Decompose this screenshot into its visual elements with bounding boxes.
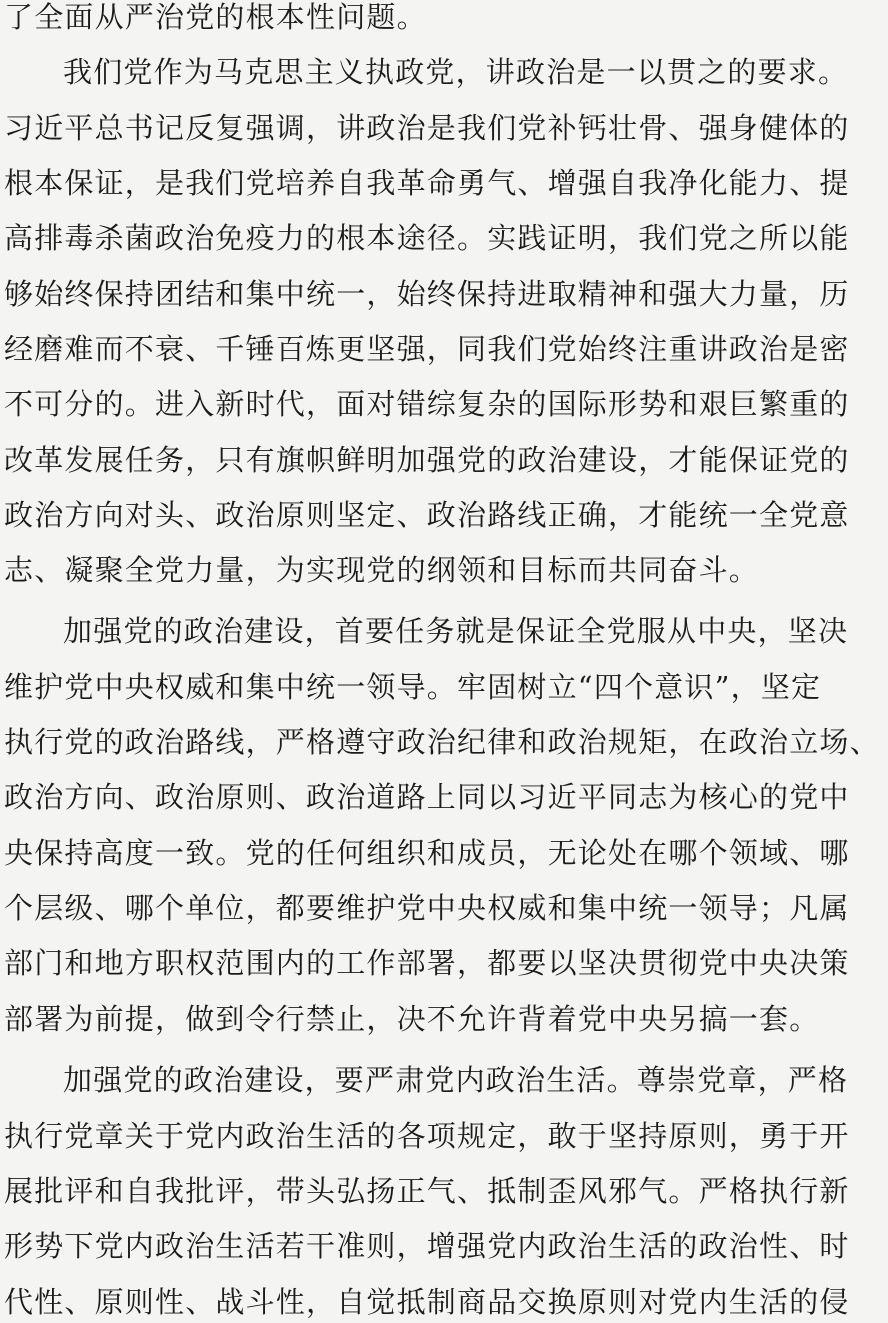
text-line: 执行党章关于党内政治生活的各项规定，敢于坚持原则，勇于开 [4, 1119, 850, 1153]
text-line: 央保持高度一致。党的任何组织和成员，无论处在哪个领域、哪 [4, 836, 850, 870]
text-line: 个层级、哪个单位，都要维护党中央权威和集中统一领导；凡属 [4, 891, 850, 925]
text-line: 志、凝聚全党力量，为实现党的纲领和目标而共同奋斗。 [4, 553, 760, 587]
text-line: 政治方向对头、政治原则坚定、政治路线正确，才能统一全党意 [4, 498, 850, 532]
text-line: 习近平总书记反复强调，讲政治是我们党补钙壮骨、强身健体的 [4, 111, 850, 145]
paragraph-first-line: 我们党作为马克思主义执政党，讲政治是一以贯之的要求。 [63, 55, 849, 89]
text-line: 根本保证，是我们党培养自我革命勇气、增强自我净化能力、提 [4, 166, 850, 200]
text-line: 经磨难而不衰、千锤百炼更坚强，同我们党始终注重讲政治是密 [4, 332, 850, 366]
text-line: 不可分的。进入新时代，面对错综复杂的国际形势和艰巨繁重的 [4, 387, 850, 421]
text-line: 形势下党内政治生活若干准则，增强党内政治生活的政治性、时 [4, 1229, 850, 1263]
text-line: 部署为前提，做到令行禁止，决不允许背着党中央另搞一套。 [4, 1002, 820, 1036]
text-line: 执行党的政治路线，严格遵守政治纪律和政治规矩，在政治立场、 [4, 725, 880, 759]
text-line: 了全面从严治党的根本性问题。 [4, 0, 427, 34]
paragraph-first-line: 加强党的政治建设，要严肃党内政治生活。尊崇党章，严格 [63, 1063, 849, 1097]
text-line: 部门和地方职权范围内的工作部署，都要以坚决贯彻党中央决策 [4, 946, 850, 980]
text-line: 够始终保持团结和集中统一，始终保持进取精神和强大力量，历 [4, 277, 850, 311]
text-line: 高排毒杀菌政治免疫力的根本途径。实践证明，我们党之所以能 [4, 221, 850, 255]
text-line: 展批评和自我批评，带头弘扬正气、抵制歪风邪气。严格执行新 [4, 1174, 850, 1208]
text-line: 政治方向、政治原则、政治道路上同以习近平同志为核心的党中 [4, 780, 850, 814]
text-line: 代性、原则性、战斗性，自觉抵制商品交换原则对党内生活的侵 [4, 1285, 850, 1319]
text-line: 改革发展任务，只有旗帜鲜明加强党的政治建设，才能保证党的 [4, 443, 850, 477]
text-line: 维护党中央权威和集中统一领导。牢固树立“四个意识”，坚定 [4, 670, 822, 704]
paragraph-first-line: 加强党的政治建设，首要任务就是保证全党服从中央，坚决 [63, 614, 849, 648]
